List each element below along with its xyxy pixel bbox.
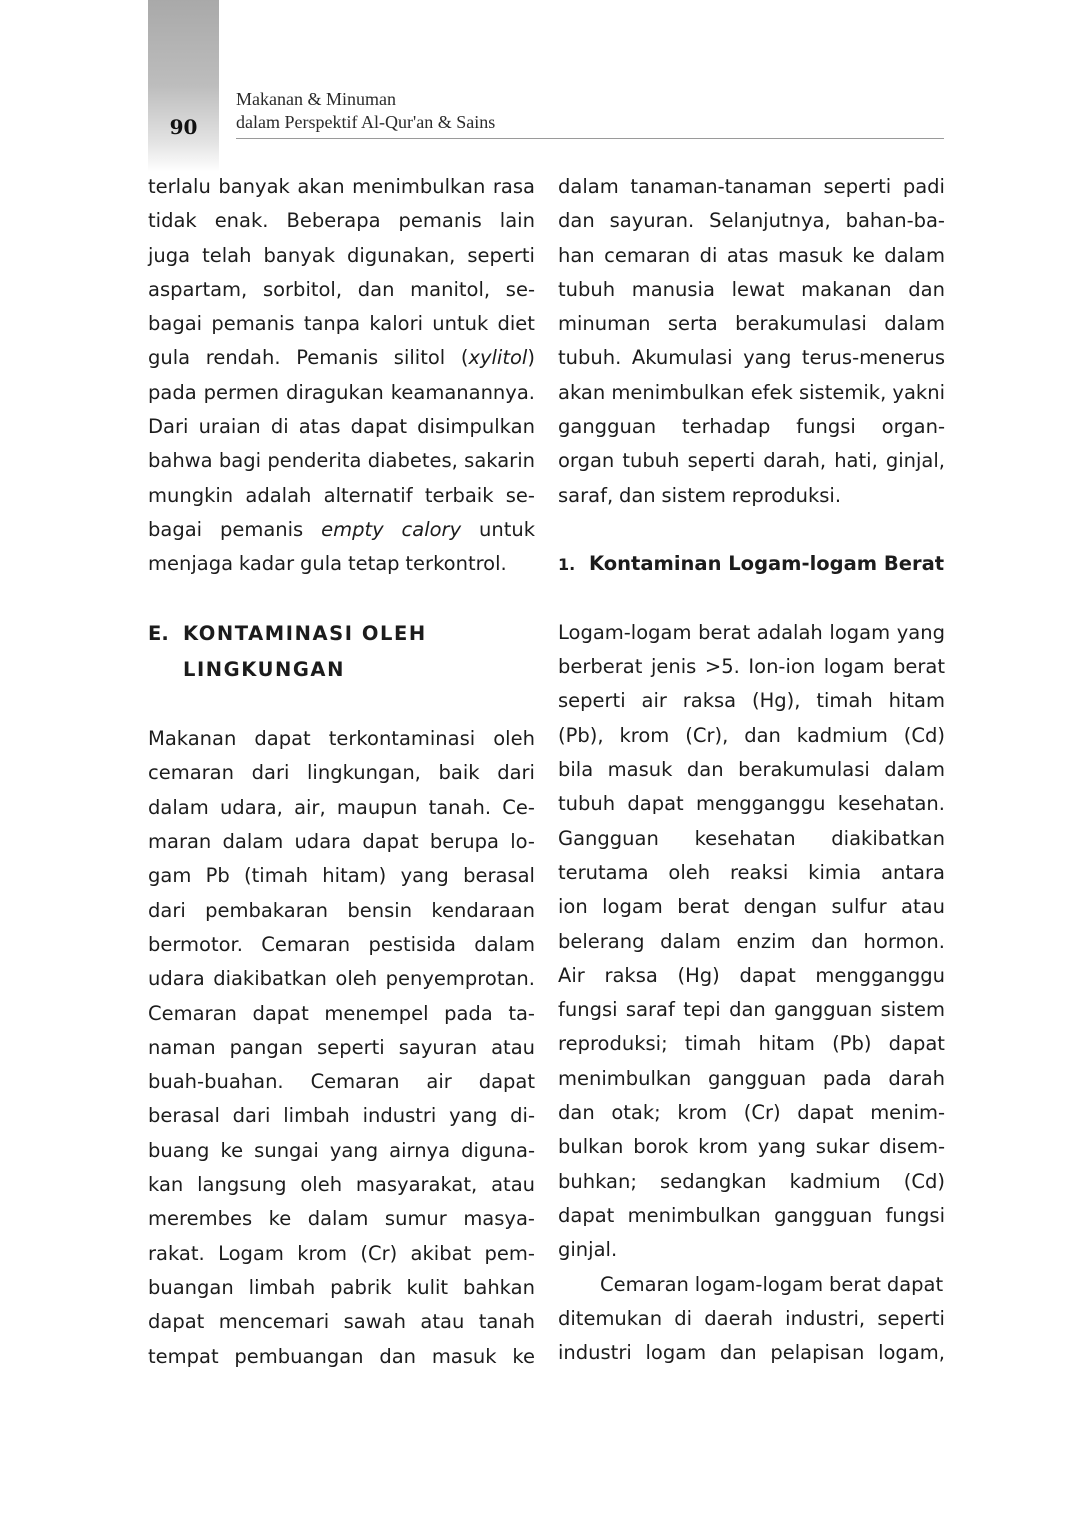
text-line: bahwa bagi penderita diabetes, sakarin (148, 449, 535, 473)
text-line: Logam-logam berat adalah logam yang (558, 620, 945, 644)
header-rule (236, 138, 944, 139)
section-title: KONTAMINASI OLEH (183, 621, 427, 645)
paragraph-gap (558, 513, 945, 547)
text-line: kan langsung oleh masyarakat, atau (148, 1173, 535, 1197)
text-line: juga telah banyak digunakan, seperti (148, 243, 535, 267)
text-line: mungkin adalah alternatif terbaik se- (148, 483, 535, 507)
text-line: dari pembakaran bensin kendaraan (148, 898, 535, 922)
running-head-line-1: Makanan & Minuman (236, 89, 396, 109)
text-line: buhkan; sedangkan kadmium (Cd) (558, 1169, 945, 1193)
text-line: dapat mencemari sawah atau tanah (148, 1310, 535, 1334)
text-line: bagai pemanis empty calory untuk (148, 517, 535, 541)
text-line: pada permen diragukan keamanannya. (148, 380, 535, 404)
text-line: minuman serta berakumulasi dalam (558, 312, 945, 336)
text-line: bulkan borok krom yang sukar disem- (558, 1135, 945, 1159)
text-line: ion logam berat dengan sulfur atau (558, 895, 945, 919)
text-line: Dari uraian di atas dapat disimpulkan (148, 415, 535, 439)
section-number: E. (148, 621, 169, 645)
subsection-heading (558, 547, 945, 581)
text-line: bermotor. Cemaran pestisida dalam (148, 932, 535, 956)
text-line: Air raksa (Hg) dapat mengganggu (558, 963, 945, 987)
page-tab (148, 0, 219, 172)
text-line: cemaran dari lingkungan, baik dari (148, 761, 535, 785)
text-line: tubuh. Akumulasi yang terus-menerus (558, 346, 945, 370)
text-line: gam Pb (timah hitam) yang berasal (148, 864, 535, 888)
text-line: buangan limbah pabrik kulit bahkan (148, 1275, 535, 1299)
page-number: 90 (169, 115, 198, 139)
text-line: berberat jenis >5. Ion-ion logam berat (558, 655, 945, 679)
text-line: ginjal. (558, 1238, 618, 1262)
text-line: belerang dalam enzim dan hormon. (558, 929, 945, 953)
paragraph-gap (148, 582, 535, 616)
running-head (236, 88, 495, 134)
text-line: Cemaran dapat menempel pada ta- (148, 1001, 535, 1025)
paragraph-gap (148, 688, 535, 722)
text-line: han cemaran di atas masuk ke dalam (558, 243, 945, 267)
text-line: tubuh manusia lewat makanan dan (558, 277, 945, 301)
subsection-number: 1. (558, 555, 576, 575)
text-line: gangguan terhadap fungsi organ- (558, 415, 945, 439)
text-line: akan menimbulkan efek sistemik, yakni (558, 380, 945, 404)
text-line: merembes ke dalam sumur masya- (148, 1207, 535, 1231)
text-line: bagai pemanis tanpa kalori untuk diet (148, 312, 535, 336)
text-line: menjaga kadar gula tetap terkontrol. (148, 552, 507, 576)
text-line: organ tubuh seperti darah, hati, ginjal, (558, 449, 945, 473)
text-line: dalam udara, air, maupun tanah. Ce- (148, 795, 535, 819)
text-line: terlalu banyak akan menimbulkan rasa (148, 175, 535, 198)
running-head-line-2: dalam Perspektif Al-Qur'an & Sains (236, 112, 496, 132)
text-line: (Pb), krom (Cr), dan kadmium (Cd) (558, 723, 945, 747)
text-line: aspartam, sorbitol, dan manitol, se- (148, 277, 535, 301)
text-line: Gangguan kesehatan diakibatkan (558, 826, 945, 850)
right-column (558, 170, 945, 1370)
text-line: udara diakibatkan oleh penyemprotan. (148, 967, 535, 991)
text-line: Cemaran logam-logam berat dapat (600, 1272, 944, 1296)
text-line: tempat pembuangan dan masuk ke (148, 1344, 535, 1368)
text-line: menimbulkan gangguan pada darah (558, 1066, 945, 1090)
text-line: Makanan dapat terkontaminasi oleh (148, 727, 535, 751)
text-line: naman pangan seperti sayuran atau (148, 1035, 535, 1059)
left-column (148, 170, 535, 1374)
text-line: rakat. Logam krom (Cr) akibat pem- (148, 1241, 535, 1265)
text-line: dan sayuran. Selanjutnya, bahan-ba- (558, 209, 945, 233)
text-line: ditemukan di daerah industri, seperti (558, 1306, 945, 1330)
text-line: dalam tanaman-tanaman seperti padi (558, 175, 945, 198)
text-line: fungsi saraf tepi dan gangguan sistem (558, 998, 945, 1022)
text-line: gula rendah. Pemanis silitol (xylitol) (148, 346, 535, 370)
text-line: buang ke sungai yang airnya diguna- (148, 1138, 535, 1162)
text-line: dan otak; krom (Cr) dapat menim- (558, 1101, 945, 1125)
text-line: dapat menimbulkan gangguan fungsi (558, 1203, 945, 1227)
text-line: tubuh dapat mengganggu kesehatan. (558, 792, 945, 816)
text-line: reproduksi; timah hitam (Pb) dapat (558, 1032, 945, 1056)
text-line: seperti air raksa (Hg), timah hitam (558, 689, 945, 713)
section-heading (148, 616, 535, 652)
section-heading-continued: LINGKUNGAN (183, 657, 345, 681)
text-line: bila masuk dan berakumulasi dalam (558, 758, 945, 782)
text-line: saraf, dan sistem reproduksi. (558, 483, 842, 507)
text-line: industri logam dan pelapisan logam, (558, 1341, 945, 1365)
subsection-title: Kontaminan Logam-logam Berat (589, 552, 945, 576)
paragraph-gap (558, 582, 945, 616)
text-line: tidak enak. Beberapa pemanis lain (148, 209, 535, 233)
text-line: berasal dari limbah industri yang di- (148, 1104, 535, 1128)
text-line: buah-buahan. Cemaran air dapat (148, 1070, 535, 1094)
text-line: terutama oleh reaksi kimia antara (558, 860, 945, 884)
text-line: maran dalam udara dapat berupa lo- (148, 830, 535, 854)
